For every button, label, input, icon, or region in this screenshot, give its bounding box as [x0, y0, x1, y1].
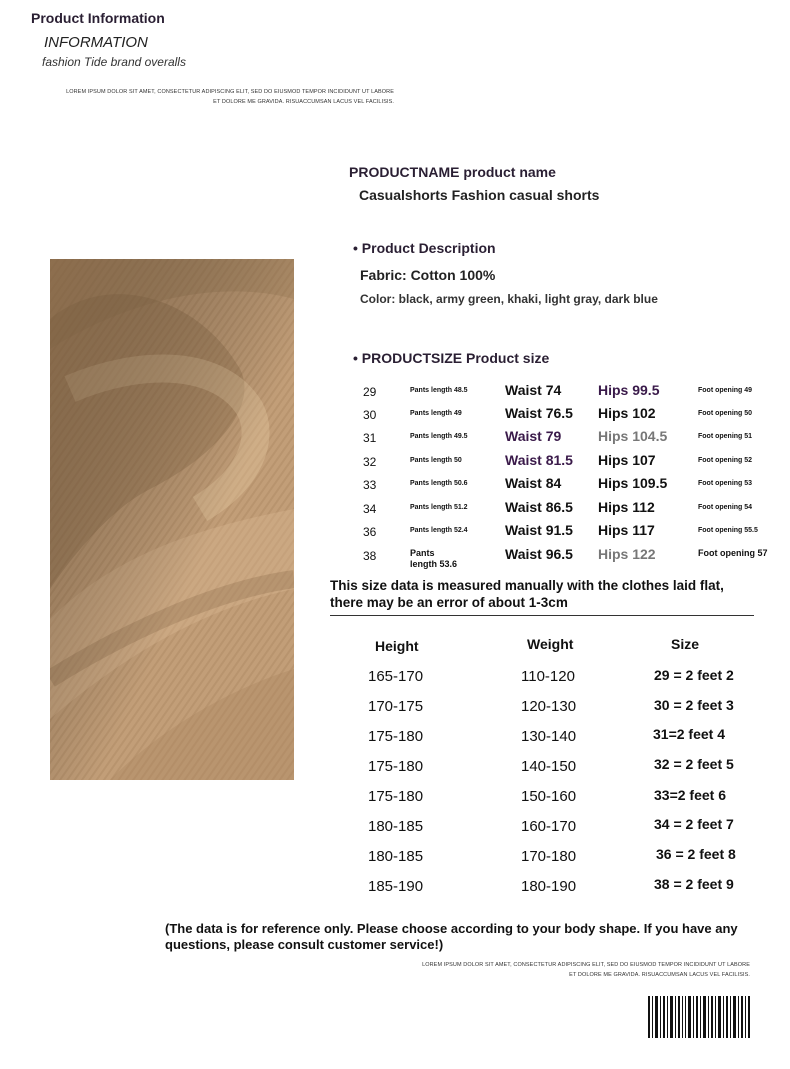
- footer-lorem-line2: ET DOLORE ME GRAVIDA. RISUACCUMSAN LACUS VEL FACILISIS.: [569, 972, 750, 978]
- weight-cell: 110-120: [521, 668, 575, 685]
- table-row: [0, 848, 790, 878]
- product-name-label: PRODUCTNAME product name: [349, 164, 556, 180]
- waist-value: Waist 76.5: [505, 405, 573, 421]
- table-row: [0, 758, 790, 788]
- hips-value: Hips 117: [598, 522, 655, 538]
- info-subtitle: INFORMATION: [44, 34, 148, 51]
- size-row: [0, 548, 790, 571]
- hips-value: Hips 102: [598, 405, 656, 421]
- height-header: Height: [375, 638, 419, 654]
- divider: [330, 615, 754, 616]
- table-row: [0, 818, 790, 848]
- size-cell: 34 = 2 feet 7: [654, 816, 734, 832]
- description-heading: • Product Description: [353, 240, 496, 256]
- table-row: [0, 878, 790, 908]
- hips-value: Hips 99.5: [598, 382, 660, 398]
- size-cell: 38 = 2 feet 9: [654, 876, 734, 892]
- foot-opening: Foot opening 57: [698, 548, 768, 558]
- size-row: [0, 407, 790, 430]
- hips-value: Hips 107: [598, 452, 656, 468]
- weight-cell: 180-190: [521, 878, 577, 895]
- hips-value: Hips 122: [598, 546, 656, 562]
- pants-length: Pants length 52.4: [410, 527, 468, 534]
- weight-cell: 170-180: [521, 848, 577, 865]
- footer-lorem: [395, 960, 750, 980]
- size-cell: 32 = 2 feet 5: [654, 756, 734, 772]
- waist-value: Waist 81.5: [505, 452, 573, 468]
- table-row: [0, 698, 790, 728]
- waist-value: Waist 86.5: [505, 499, 573, 515]
- measurement-note: This size data is measured manually with the clothes laid flat, there may be an error of about 1-3cm: [330, 578, 724, 610]
- pants-length: Pants length 50.6: [410, 480, 468, 487]
- barcode-icon: [648, 996, 750, 1038]
- size-number: 38: [363, 549, 377, 563]
- foot-opening: Foot opening 49: [698, 387, 753, 394]
- weight-cell: 160-170: [521, 818, 577, 835]
- size-number: 30: [363, 408, 377, 422]
- foot-opening: Foot opening 53: [698, 480, 753, 487]
- pants-length: Pants length 49.5: [410, 433, 468, 440]
- size-cell: 33=2 feet 6: [654, 787, 726, 803]
- size-header: Size: [671, 636, 700, 652]
- pants-length: Pants length 51.2: [410, 504, 468, 511]
- pants-length: Pants length 49: [410, 410, 462, 417]
- header-lorem-line1: LOREM IPSUM DOLOR SIT AMET, CONSECTETUR ADIPISCING ELIT, SED DO EIUSMOD TEMPOR INCIDIDUNT UT LABORE: [66, 89, 394, 95]
- height-cell: 175-180: [368, 728, 424, 745]
- foot-opening: Foot opening 52: [698, 457, 753, 464]
- pants-length: Pants length 50: [410, 457, 462, 464]
- size-row: [0, 454, 790, 477]
- product-name-value: Casualshorts Fashion casual shorts: [359, 187, 600, 203]
- header-lorem: [40, 87, 394, 107]
- foot-opening: Foot opening 51: [698, 433, 753, 440]
- header-lorem-line2: ET DOLORE ME GRAVIDA. RISUACCUMSAN LACUS VEL FACILISIS.: [213, 99, 394, 105]
- size-number: 34: [363, 502, 377, 516]
- waist-value: Waist 91.5: [505, 522, 573, 538]
- weight-cell: 120-130: [521, 698, 577, 715]
- height-cell: 170-175: [368, 698, 424, 715]
- fabric-info: Fabric: Cotton 100%: [360, 267, 496, 283]
- weight-cell: 150-160: [521, 788, 577, 805]
- size-number: 29: [363, 385, 377, 399]
- waist-value: Waist 79: [505, 428, 562, 444]
- height-cell: 175-180: [368, 788, 424, 805]
- waist-value: Waist 84: [505, 475, 562, 491]
- table-row: [0, 788, 790, 818]
- size-row: [0, 524, 790, 547]
- size-cell: 30 = 2 feet 3: [654, 697, 734, 713]
- size-number: 33: [363, 478, 377, 492]
- size-number: 32: [363, 455, 377, 469]
- hips-value: Hips 109.5: [598, 475, 668, 491]
- disclaimer: (The data is for reference only. Please choose according to your body shape. If you have any questions, please consult customer service!): [165, 921, 738, 952]
- size-heading: • PRODUCTSIZE Product size: [353, 350, 550, 366]
- pants-length: Pants length 48.5: [410, 387, 468, 394]
- foot-opening: Foot opening 50: [698, 410, 753, 417]
- brand-tagline: fashion Tide brand overalls: [42, 55, 186, 69]
- size-number: 36: [363, 525, 377, 539]
- size-row: [0, 501, 790, 524]
- color-info: Color: black, army green, khaki, light gray, dark blue: [360, 292, 658, 306]
- pants-length: Pants length 53.6: [410, 548, 458, 569]
- height-cell: 185-190: [368, 878, 424, 895]
- size-row: [0, 477, 790, 500]
- size-number: 31: [363, 431, 377, 445]
- waist-value: Waist 96.5: [505, 546, 573, 562]
- size-cell: 36 = 2 feet 8: [656, 846, 736, 862]
- size-cell: 31=2 feet 4: [653, 726, 725, 742]
- table-row: [0, 668, 790, 698]
- size-cell: 29 = 2 feet 2: [654, 667, 734, 683]
- page-title: Product Information: [31, 10, 165, 26]
- weight-cell: 140-150: [521, 758, 577, 775]
- weight-cell: 130-140: [521, 728, 577, 745]
- height-cell: 175-180: [368, 758, 424, 775]
- footer-lorem-line1: LOREM IPSUM DOLOR SIT AMET, CONSECTETUR ADIPISCING ELIT, SED DO EIUSMOD TEMPOR INCIDIDUNT UT LABORE: [422, 962, 750, 968]
- hips-value: Hips 112: [598, 499, 655, 515]
- weight-header: Weight: [527, 636, 574, 652]
- height-cell: 165-170: [368, 668, 424, 685]
- foot-opening: Foot opening 54: [698, 504, 753, 511]
- waist-value: Waist 74: [505, 382, 562, 398]
- size-row: [0, 384, 790, 407]
- height-cell: 180-185: [368, 818, 424, 835]
- height-cell: 180-185: [368, 848, 424, 865]
- size-row: [0, 430, 790, 453]
- hips-value: Hips 104.5: [598, 428, 668, 444]
- table-row: [0, 728, 790, 758]
- foot-opening: Foot opening 55.5: [698, 527, 758, 534]
